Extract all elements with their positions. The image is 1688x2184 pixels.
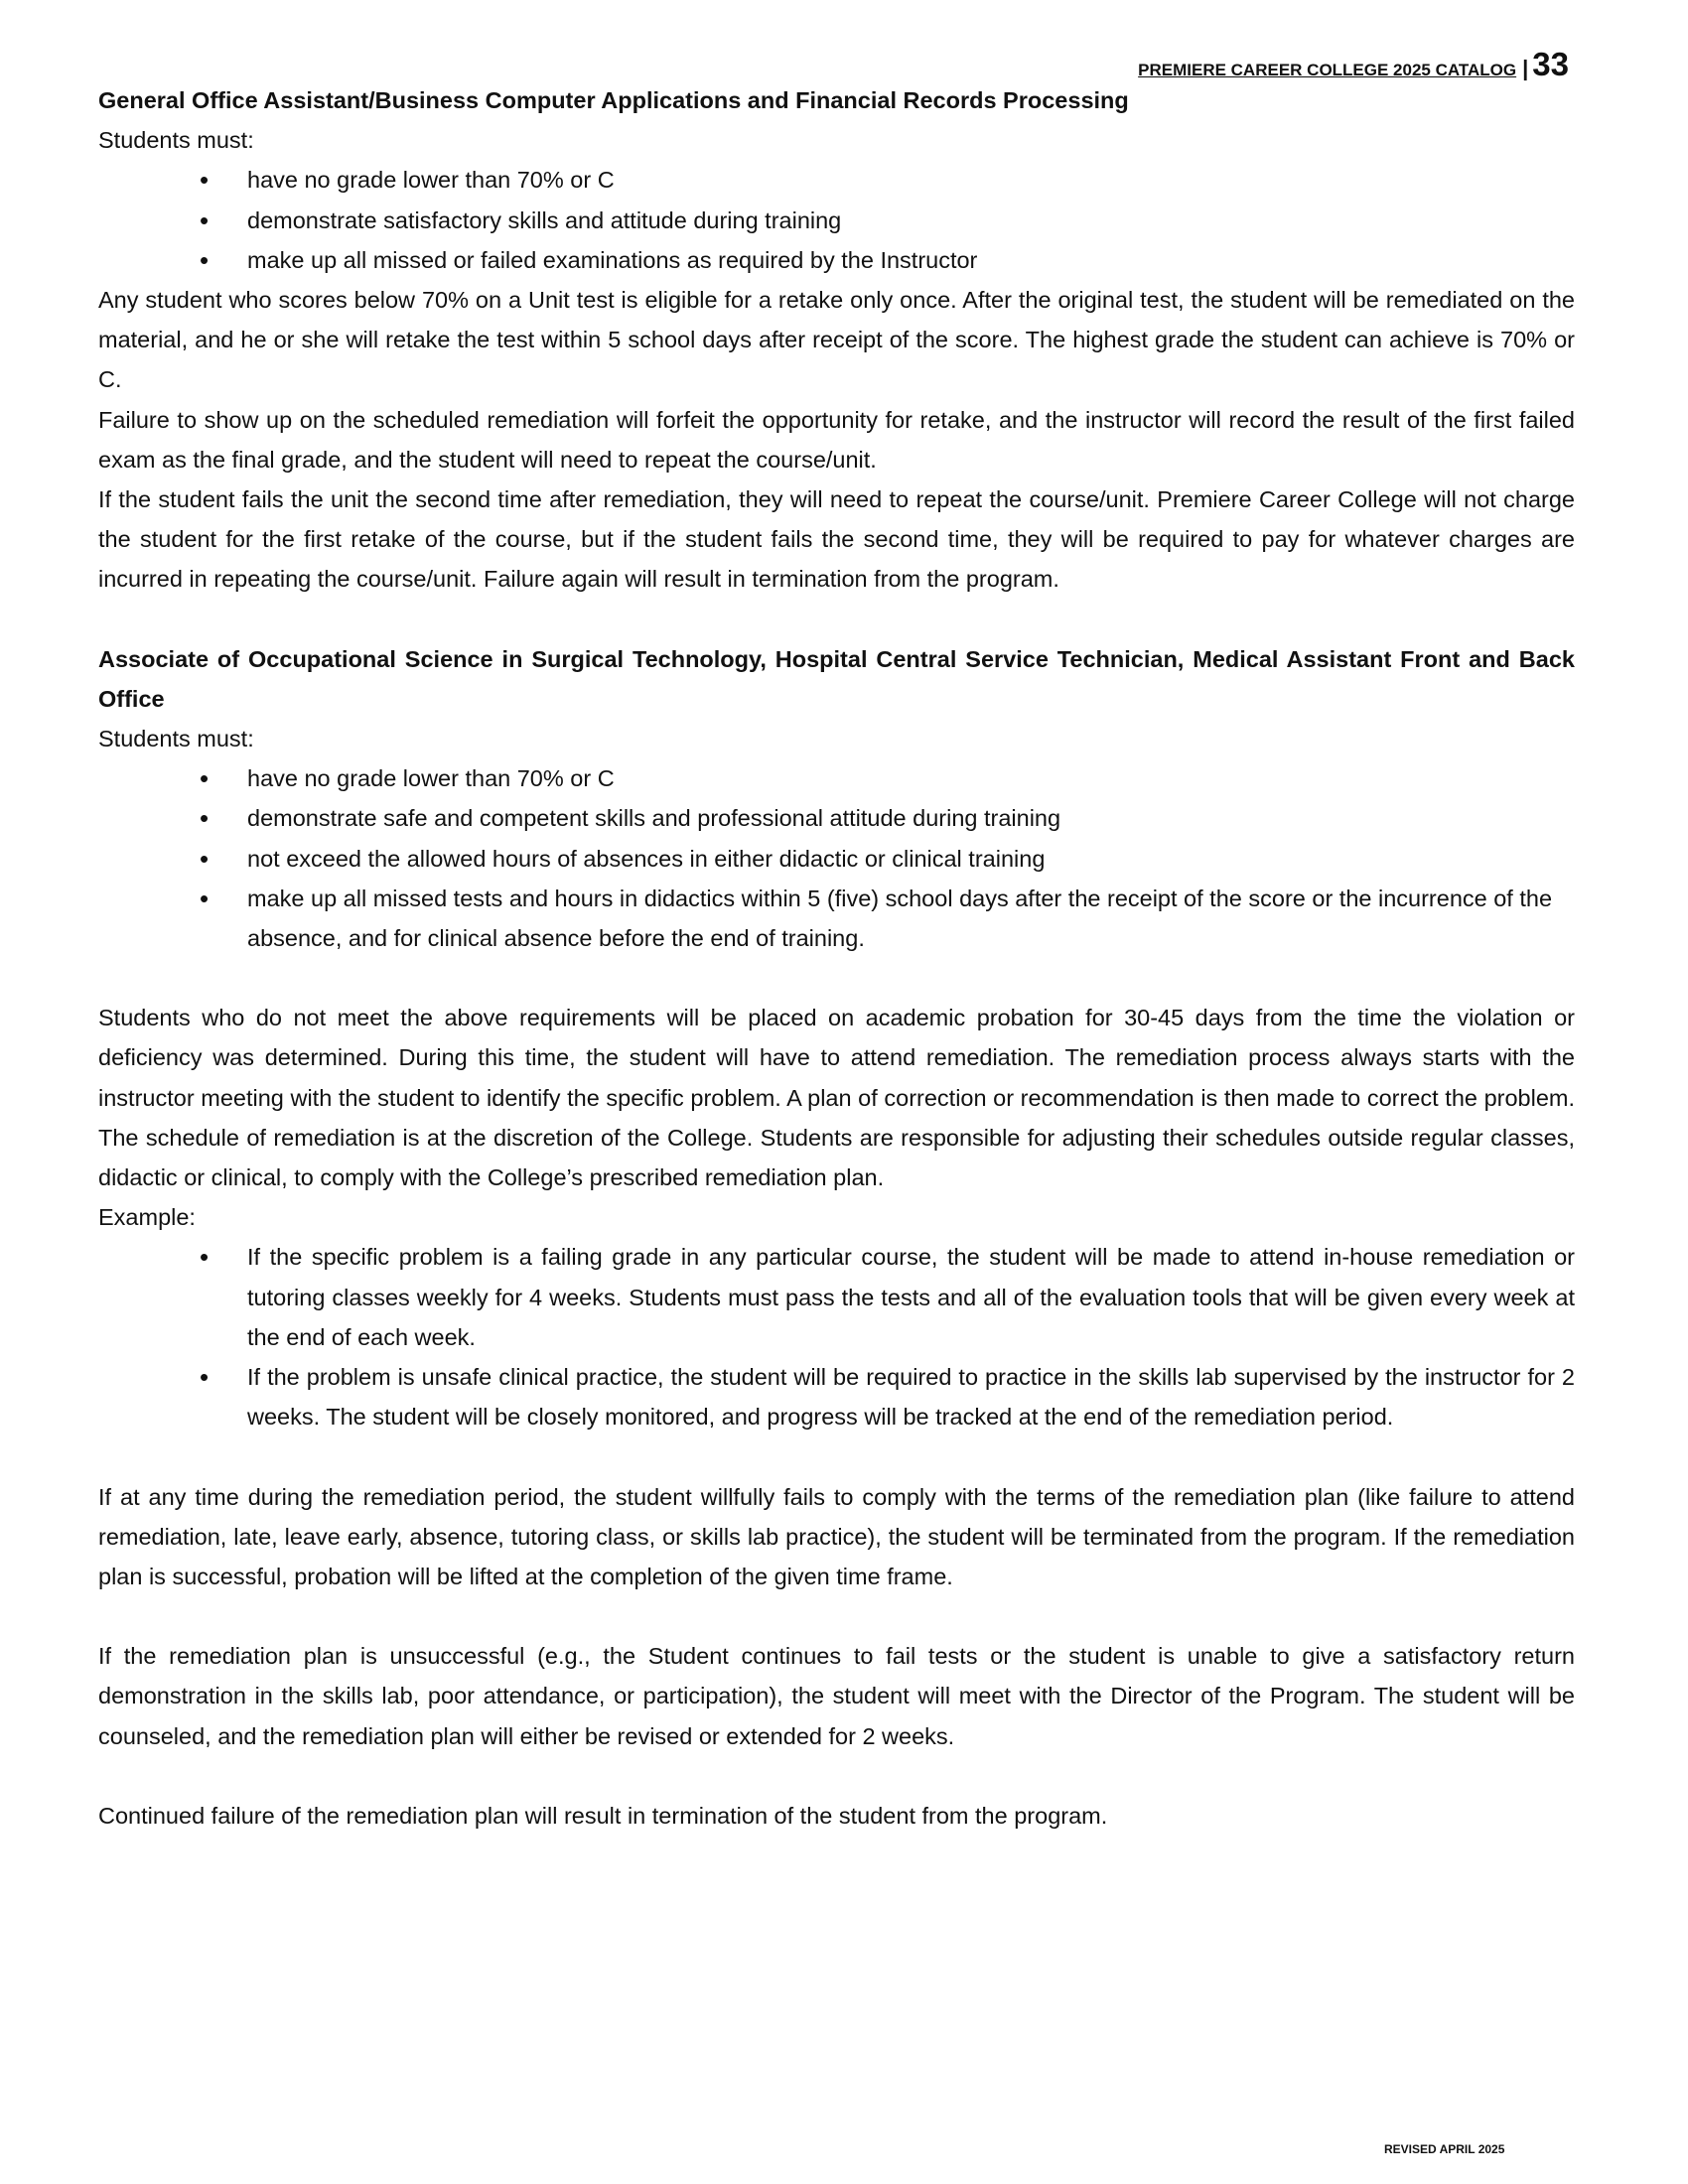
- list-item: • have no grade lower than 70% or C: [247, 758, 1575, 798]
- section2-intro: Students must:: [98, 726, 254, 752]
- list-item: • have no grade lower than 70% or C: [247, 160, 1575, 200]
- page-number: 33: [1532, 46, 1569, 82]
- list-item: • make up all missed tests and hours in didactics within 5 (five) school days after the receipt of the score or the incurrence of the absence, and for clinical absence before the end of training.: [247, 879, 1575, 958]
- list-item: • make up all missed or failed examinations as required by the Instructor: [247, 240, 1575, 280]
- no-show-paragraph: Failure to show up on the scheduled remediation will forfeit the opportunity for retake, and the instructor will record the result of the first failed exam as the final grade, and the student will need to repeat the course/unit.: [98, 406, 1575, 473]
- example-label: Example:: [98, 1204, 196, 1231]
- header-separator: |: [1522, 56, 1529, 80]
- section1-intro: Students must:: [98, 127, 254, 154]
- section1-heading: General Office Assistant/Business Computer Applications and Financial Records Processing: [98, 87, 1129, 113]
- retake-paragraph: Any student who scores below 70% on a Unit test is eligible for a retake only once. After the original test, the student will be remediated on the material, and he or she will retake the test within 5 school days after receipt of the score. The highest grade the student can achieve is 70% or C.: [98, 287, 1575, 393]
- list-item: • demonstrate satisfactory skills and attitude during training: [247, 201, 1575, 240]
- compliance-paragraph: If at any time during the remediation period, the student willfully fails to comply with the terms of the remediation plan (like failure to attend remediation, late, leave early, absence, tutoring class, or skills lab practice), the student will be terminated from the program. If the remediation plan is successful, probation will be lifted at the completion of the given time frame.: [98, 1483, 1575, 1589]
- unsuccessful-paragraph: If the remediation plan is unsuccessful (e.g., the Student continues to fail tests or the student is unable to give a satisfactory return demonstration in the skills lab, poor attendance, or participation), the student will meet with the Director of the Program. The student will be counseled, and the remediation plan will either be revised or extended for 2 weeks.: [98, 1643, 1575, 1749]
- revised-date: REVISED APRIL 2025: [1384, 2142, 1505, 2156]
- list-item: • not exceed the allowed hours of absences in either didactic or clinical training: [247, 839, 1575, 879]
- catalog-title: PREMIERE CAREER COLLEGE 2025 CATALOG: [1138, 61, 1517, 79]
- examples-list: [98, 1237, 1575, 1436]
- section1-requirements: [98, 160, 1575, 280]
- section2-requirements: [98, 758, 1575, 958]
- section2-heading: Associate of Occupational Science in Surgical Technology, Hospital Central Service Technician, Medical Assistant Front and Back Office: [98, 645, 1575, 712]
- page-header: [1138, 46, 1569, 83]
- page-content: [98, 80, 1575, 1836]
- list-item: • If the problem is unsafe clinical practice, the student will be required to practice in the skills lab supervised by the instructor for 2 weeks. The student will be closely monitored, and progress will be tracked at the end of the remediation period.: [247, 1357, 1575, 1436]
- list-item: • If the specific problem is a failing grade in any particular course, the student will be made to attend in-house remediation or tutoring classes weekly for 4 weeks. Students must pass the tests and all of the evaluation tools that will be given every week at the end of each week.: [247, 1237, 1575, 1357]
- continued-failure-paragraph: Continued failure of the remediation plan will result in termination of the student from the program.: [98, 1802, 1108, 1829]
- second-fail-paragraph: If the student fails the unit the second time after remediation, they will need to repeat the course/unit. Premiere Career College will not charge the student for the first retake of the course, but if the student fails the second time, they will be required to pay for whatever charges are incurred in repeating the course/unit. Failure again will result in termination from the program.: [98, 486, 1575, 593]
- probation-paragraph: Students who do not meet the above requirements will be placed on academic probation for 30-45 days from the time the violation or deficiency was determined. During this time, the student will have to attend remediation. The remediation process always starts with the instructor meeting with the student to identify the specific problem. A plan of correction or recommendation is then made to correct the problem. The schedule of remediation is at the discretion of the College. Students are responsible for adjusting their schedules outside regular classes, didactic or clinical, to comply with the College’s prescribed remediation plan.: [98, 1005, 1575, 1191]
- list-item: • demonstrate safe and competent skills and professional attitude during training: [247, 798, 1575, 838]
